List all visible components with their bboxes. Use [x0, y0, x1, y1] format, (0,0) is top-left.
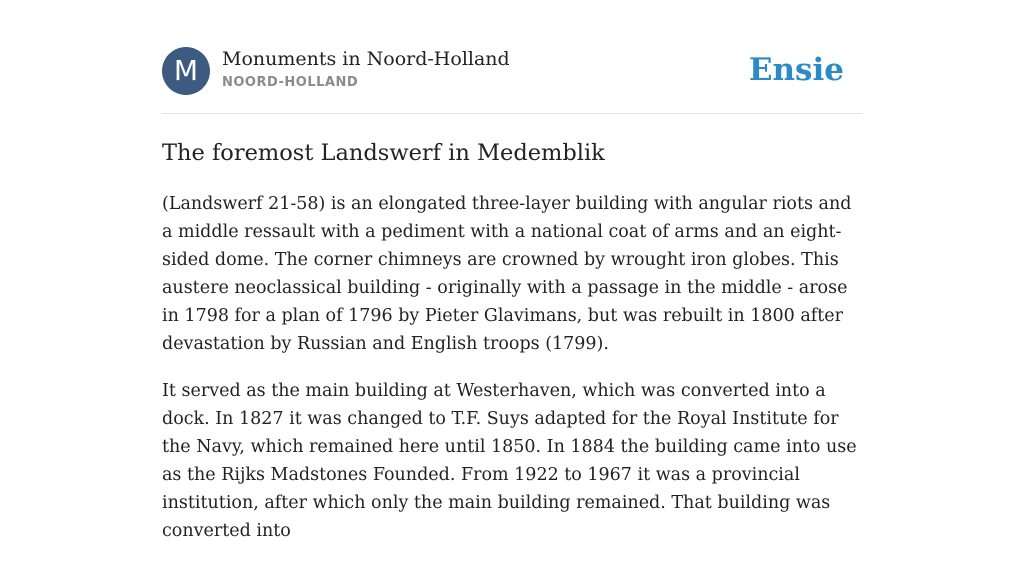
article-title: The foremost Landswerf in Medemblik [162, 140, 605, 166]
article-paragraph: (Landswerf 21-58) is an elongated three-layer building with angular riots and a middle ressault with a pediment with a national coat of arms and an eight-sided dome. The corner chimneys are crowned by wrought iron globes. This austere neoclassical building - originally with a passage in the middle - arose in 1798 for a plan of 1796 by Pieter Glavimans, but was rebuilt in 1800 after devastation by Russian and English troops (1799). [162, 194, 852, 354]
header-divider [162, 113, 862, 114]
site-header [162, 47, 862, 95]
avatar[interactable]: M [162, 47, 210, 95]
page [162, 0, 862, 541]
site-subtitle[interactable]: NOORD-HOLLAND [222, 75, 359, 90]
site-title[interactable]: Monuments in Noord-Holland [222, 48, 510, 70]
article-body [162, 190, 862, 564]
article-paragraph: It served as the main building at Westerhaven, which was converted into a dock. In 1827 it was changed to T.F. Suys adapted for the Royal Institute for the Navy, which remained here until 1850. In 1884 the building came into use as the Rijks Madstones Founded. From 1922 to 1967 it was a provincial institution, after which only the main building remained. That building was converted into [162, 381, 857, 541]
brand-logo[interactable]: Ensie [748, 52, 844, 88]
